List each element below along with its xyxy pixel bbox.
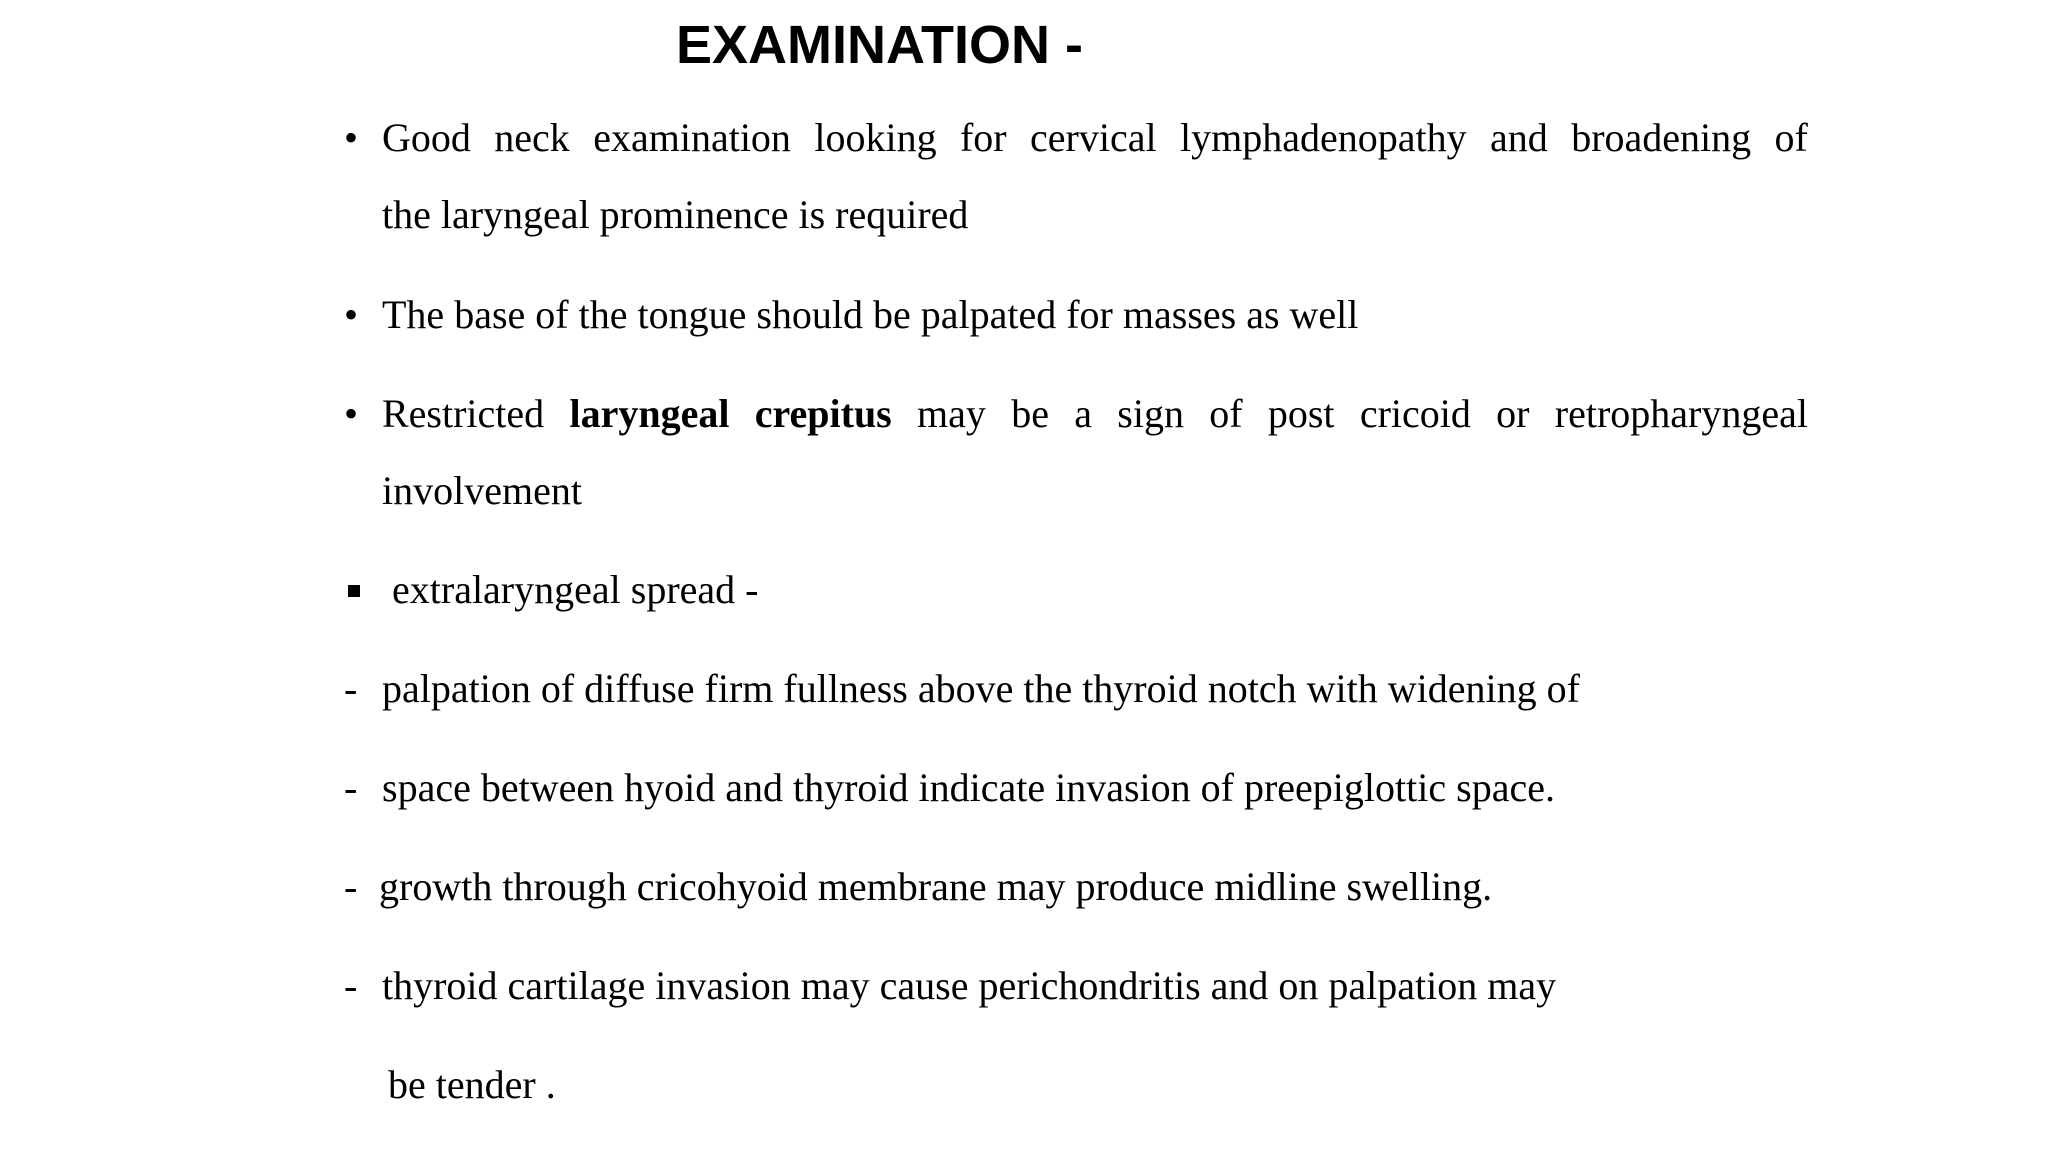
word: be: [1011, 391, 1049, 436]
word: and: [1490, 115, 1548, 160]
word: neck: [494, 115, 570, 160]
bullet-marker: •: [344, 391, 359, 436]
word: post: [1267, 391, 1335, 436]
word: retropharyngeal: [1554, 391, 1808, 436]
dash-item-1: palpation of diffuse firm fullness above the thyroid notch with widening of: [382, 666, 1580, 711]
word: may: [917, 391, 986, 436]
word: or: [1496, 391, 1530, 436]
subheading: extralaryngeal spread -: [392, 567, 759, 612]
word: cricoid: [1359, 391, 1471, 436]
word: examination: [593, 115, 791, 160]
dash-item-4: thyroid cartilage invasion may cause perichondritis and on palpation may: [382, 963, 1557, 1008]
bullet-marker: •: [344, 292, 359, 337]
word: Restricted: [382, 391, 545, 436]
dash-item-2: space between hyoid and thyroid indicate invasion of preepiglottic space.: [382, 765, 1555, 810]
word: broadening: [1571, 115, 1752, 160]
bullet-3-line-2: involvement: [382, 468, 582, 513]
dash-marker: -: [344, 765, 358, 810]
word: of: [1774, 115, 1808, 160]
word: Good: [382, 115, 471, 160]
bullet-marker: •: [344, 115, 359, 160]
word: of: [1209, 391, 1243, 436]
dash-marker: -: [344, 963, 358, 1008]
word: lymphadenopathy: [1180, 115, 1467, 160]
dash-item-3: growth through cricohyoid membrane may produce midline swelling.: [379, 864, 1493, 909]
dash-marker: -: [344, 666, 358, 711]
word: looking: [814, 115, 937, 160]
word: cervical: [1030, 115, 1157, 160]
bold-term: crepitus: [754, 391, 892, 436]
word: for: [959, 115, 1007, 160]
dash-item-4-continuation: be tender .: [388, 1062, 556, 1107]
dash-marker: -: [344, 864, 358, 909]
word: sign: [1117, 391, 1184, 436]
bold-term: laryngeal: [569, 391, 730, 436]
word: a: [1074, 391, 1092, 436]
bullet-1-line-2: the laryngeal prominence is required: [382, 192, 969, 237]
bullet-2-line-1: The base of the tongue should be palpated for masses as well: [382, 292, 1359, 337]
bullet-3-line-1: [382, 390, 1808, 438]
bullet-1-line-1: [382, 114, 1808, 162]
square-bullet-icon: [348, 585, 360, 597]
slide-title: EXAMINATION -: [676, 15, 1083, 75]
